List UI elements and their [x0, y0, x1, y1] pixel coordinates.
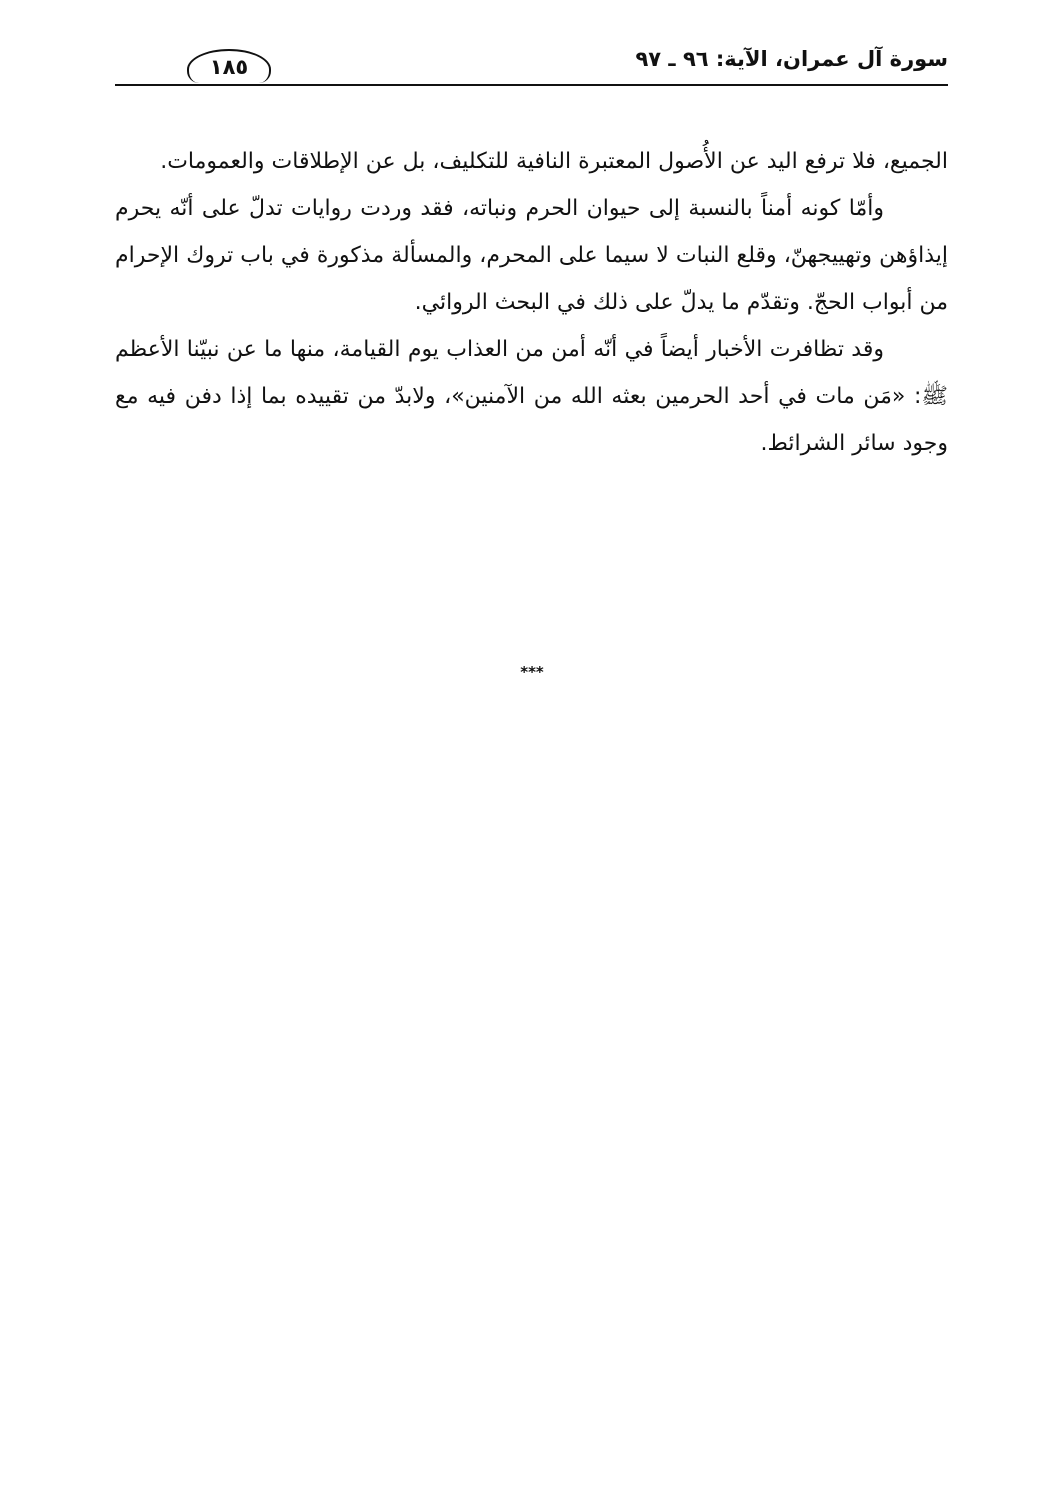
page-header	[115, 38, 948, 88]
running-title: سورة آل عمران، الآية: ٩٦ ـ ٩٧	[635, 47, 948, 71]
header-rule	[115, 84, 948, 86]
body-text	[115, 138, 948, 467]
section-ornament: ***	[520, 663, 544, 681]
paragraph-sanctuary-animals-plants: وأمّا كونه أمناً بالنسبة إلى حيوان الحرم ونباته، فقد وردت روايات تدلّ على أنّه يحرم إيذاؤهن وتهييجهنّ، وقلع النبات لا سيما على المحرم، والمسألة مذكورة في باب تروك الإحرام من أبواب الحجّ. وتقدّم ما يدلّ على ذلك في البحث الروائي.	[115, 196, 948, 315]
page-number-badge	[187, 49, 271, 83]
paragraph-safety-from-punishment: وقد تظافرت الأخبار أيضاً في أنّه أمن من العذاب يوم القيامة، منها ما عن نبيّنا الأعظم ﷺ: «مَن مات في أحد الحرمين بعثه الله من الآمنين»، ولابدّ من تقييده بما إذا دفن فيه مع وجود سائر الشرائط.	[115, 337, 948, 456]
page-number: ١٨٥	[209, 55, 249, 79]
paragraph-continuation: الجميع، فلا ترفع اليد عن الأُصول المعتبرة النافية للتكليف، بل عن الإطلاقات والعمومات.	[160, 149, 948, 174]
